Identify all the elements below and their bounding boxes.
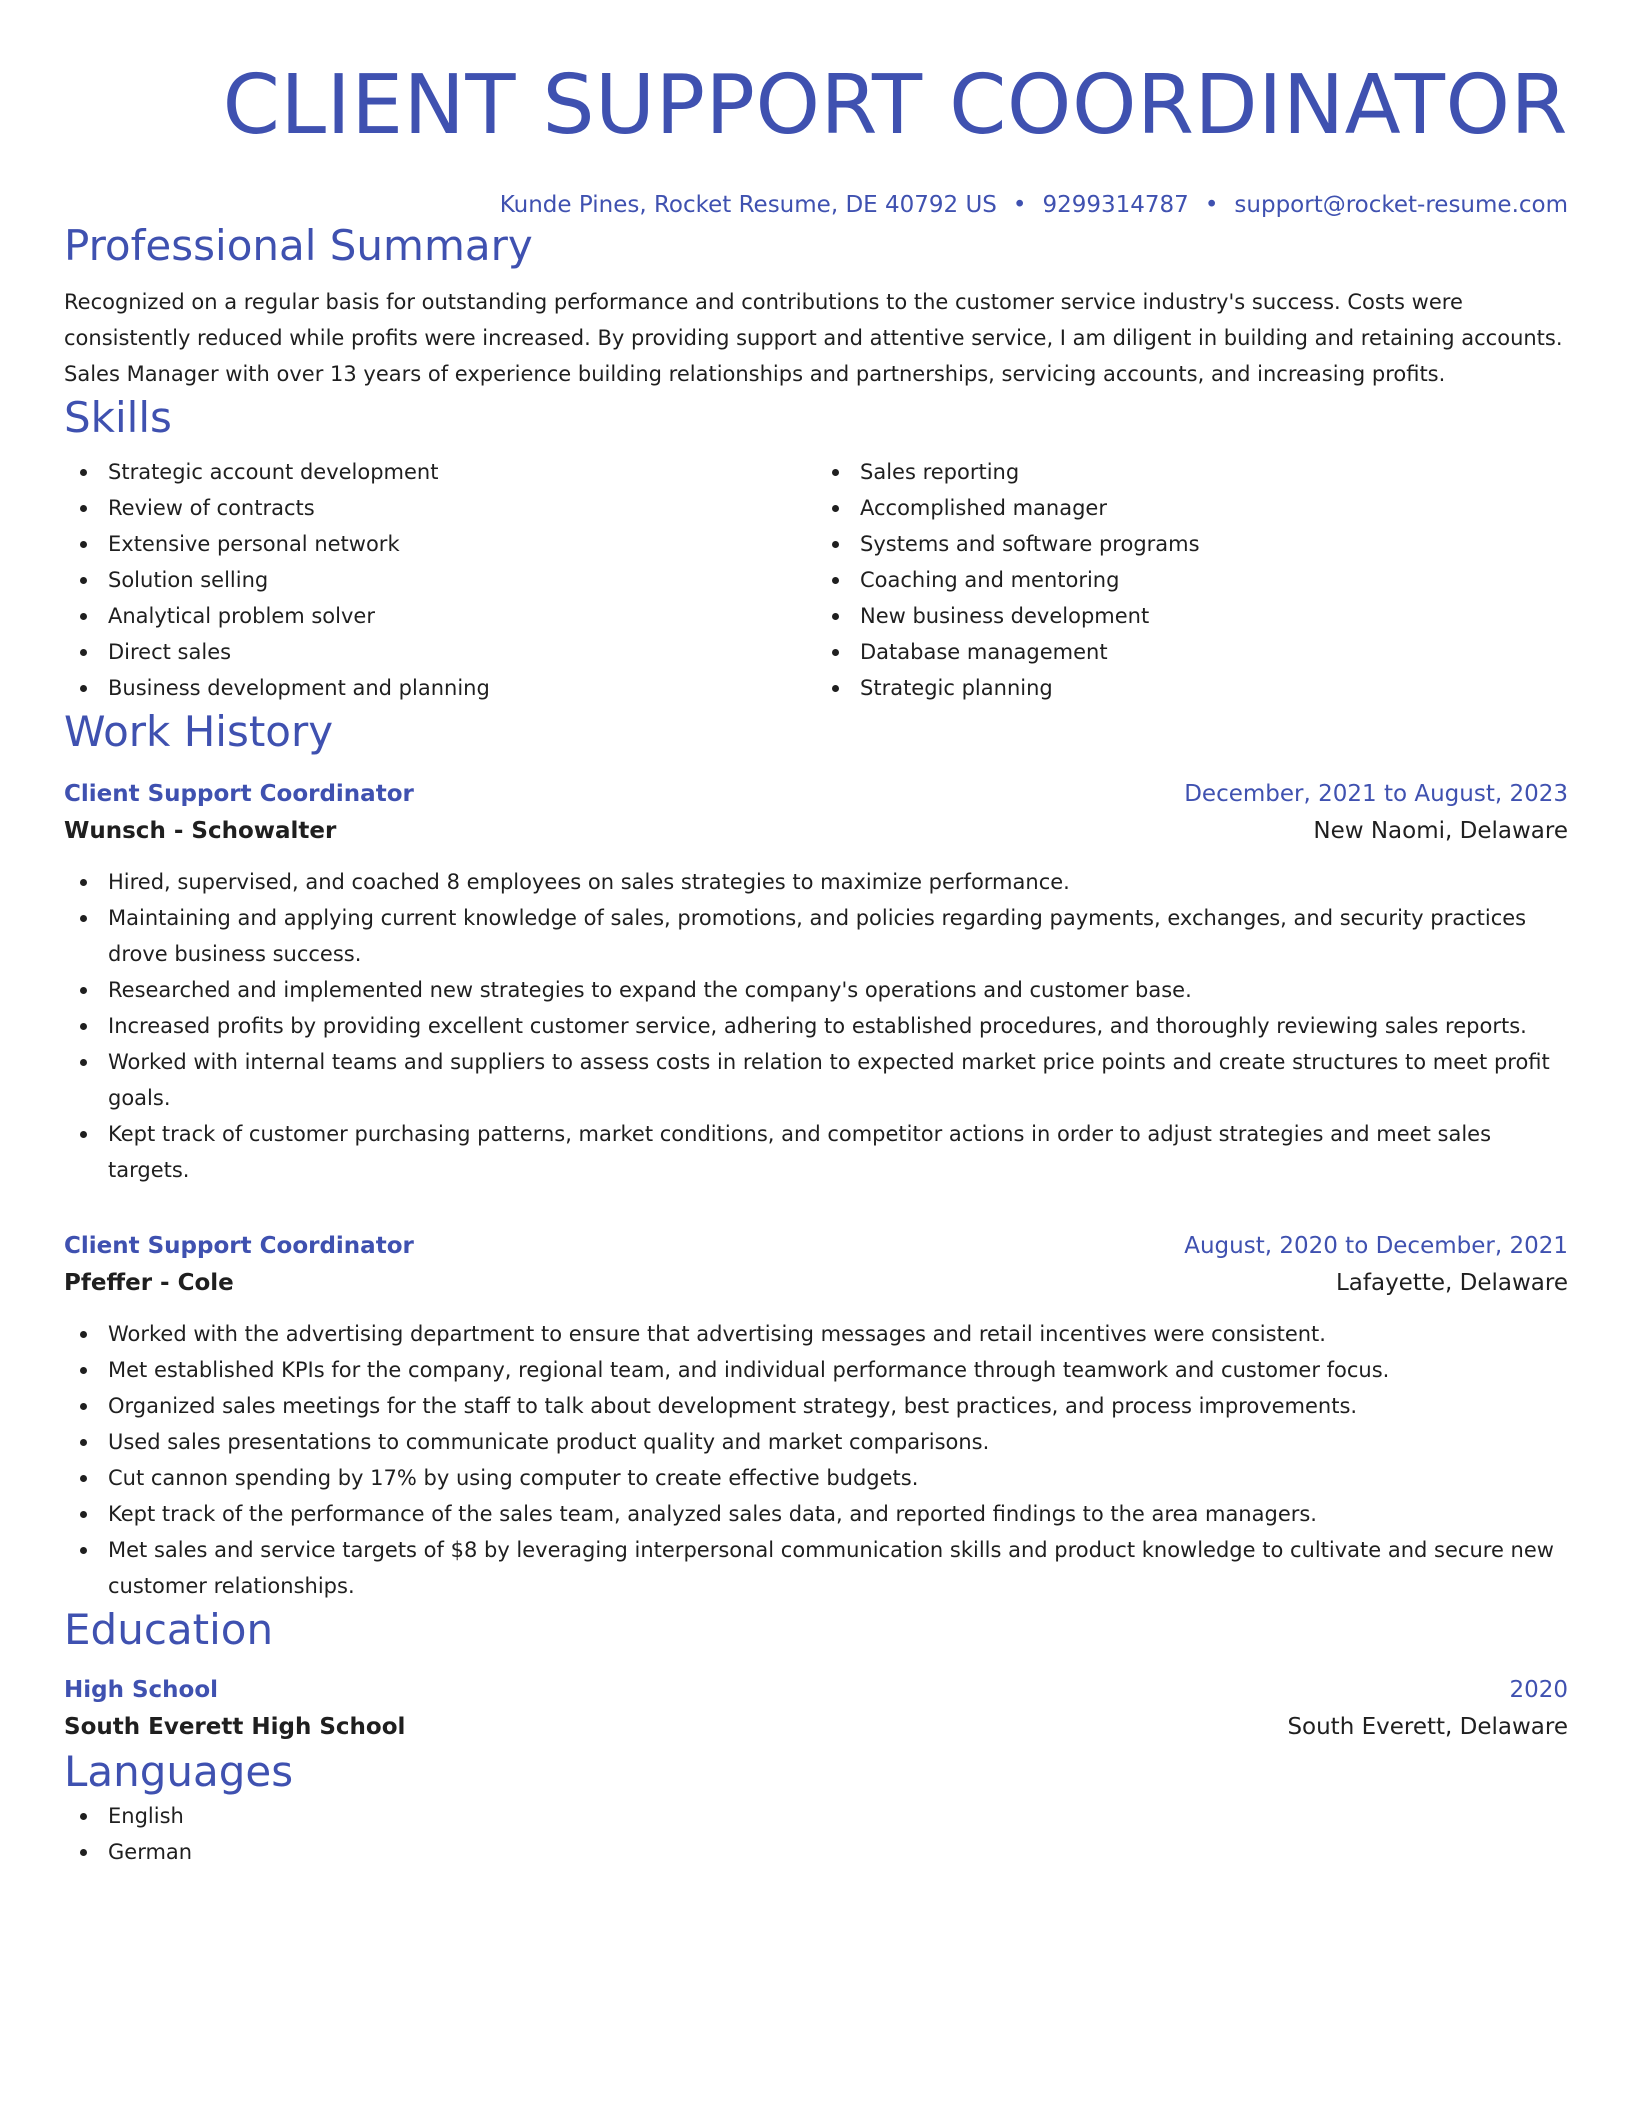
- section-title-languages: Languages: [64, 1747, 294, 1796]
- job-bullet: Cut cannon spending by 17% by using computer to create effective budgets.: [64, 1460, 1568, 1496]
- skills-list: [64, 454, 1568, 706]
- section-title-skills: Skills: [64, 393, 172, 442]
- contact-separator: •: [1204, 192, 1219, 218]
- section-title-education: Education: [64, 1605, 274, 1654]
- job-bullet: Kept track of customer purchasing patterns, market conditions, and competitor actions in order to adjust strategies and meet sales targets.: [64, 1116, 1568, 1188]
- education-school-row: [64, 1708, 1568, 1746]
- job-company-row: [64, 812, 1568, 850]
- skill-item: Strategic planning: [816, 670, 1568, 706]
- section-title-summary: Professional Summary: [64, 221, 533, 270]
- job-location: Lafayette, Delaware: [1335, 1270, 1568, 1296]
- skills-column-left: [64, 454, 816, 706]
- job-company: Wunsch - Schowalter: [64, 818, 337, 844]
- job-location: New Naomi, Delaware: [1313, 818, 1568, 844]
- job-header-row: [64, 776, 1568, 812]
- job-entry: [64, 1228, 1568, 1604]
- job-header-row: [64, 1228, 1568, 1264]
- job-bullets: [64, 864, 1568, 1188]
- education-year: 2020: [1509, 1677, 1568, 1703]
- job-dates: August, 2020 to December, 2021: [1184, 1233, 1568, 1259]
- skill-item: Coaching and mentoring: [816, 562, 1568, 598]
- skill-item: Accomplished manager: [816, 490, 1568, 526]
- job-bullet: Met sales and service targets of $8 by leveraging interpersonal communication skills and product knowledge to cultivate and secure new customer relationships.: [64, 1532, 1568, 1604]
- skill-item: Direct sales: [64, 634, 816, 670]
- contact-separator: •: [1012, 192, 1027, 218]
- skill-item: Sales reporting: [816, 454, 1568, 490]
- job-bullet: Hired, supervised, and coached 8 employees on sales strategies to maximize performance.: [64, 864, 1568, 900]
- job-entry: [64, 776, 1568, 1188]
- language-item: German: [64, 1834, 1568, 1870]
- job-bullet: Maintaining and applying current knowledge of sales, promotions, and policies regarding payments, exchanges, and security practices drove business success.: [64, 900, 1568, 972]
- job-bullet: Met established KPIs for the company, regional team, and individual performance through teamwork and customer focus.: [64, 1352, 1568, 1388]
- contact-address: Kunde Pines, Rocket Resume, DE 40792 US: [499, 192, 997, 218]
- skill-item: Business development and planning: [64, 670, 816, 706]
- job-company-row: [64, 1264, 1568, 1302]
- job-bullet: Organized sales meetings for the staff to talk about development strategy, best practices, and process improvements.: [64, 1388, 1568, 1424]
- job-title: Client Support Coordinator: [64, 1233, 414, 1259]
- summary-text: Recognized on a regular basis for outstanding performance and contributions to the customer service industry's success. Costs were consistently reduced while profits were increased. By providing support and attentive service, I am diligent in building and retaining accounts. Sales Manager with over 13 years of experience building relationships and partnerships, servicing accounts, and increasing profits.: [64, 290, 1563, 386]
- job-dates: December, 2021 to August, 2023: [1184, 781, 1568, 807]
- skill-item: Extensive personal network: [64, 526, 816, 562]
- skill-item: Analytical problem solver: [64, 598, 816, 634]
- education-school: South Everett High School: [64, 1714, 406, 1740]
- skill-item: New business development: [816, 598, 1568, 634]
- skill-item: Database management: [816, 634, 1568, 670]
- job-bullets: [64, 1316, 1568, 1604]
- contact-line: [64, 190, 1568, 220]
- skill-item: Systems and software programs: [816, 526, 1568, 562]
- section-title-work-history: Work History: [64, 707, 334, 756]
- languages-list: [64, 1798, 1568, 1870]
- language-item: English: [64, 1798, 1568, 1834]
- job-bullet: Worked with internal teams and suppliers to assess costs in relation to expected market price points and create structures to meet profit goals.: [64, 1044, 1568, 1116]
- education-entry: [64, 1672, 1568, 1746]
- skill-item: Strategic account development: [64, 454, 816, 490]
- skills-column-right: [816, 454, 1568, 706]
- job-company: Pfeffer - Cole: [64, 1270, 234, 1296]
- job-bullet: Worked with the advertising department to ensure that advertising messages and retail incentives were consistent.: [64, 1316, 1568, 1352]
- education-header-row: [64, 1672, 1568, 1708]
- job-bullet: Researched and implemented new strategies to expand the company's operations and customer base.: [64, 972, 1568, 1008]
- contact-phone: 9299314787: [1042, 192, 1189, 218]
- contact-email[interactable]: support@rocket-resume.com: [1234, 192, 1568, 218]
- skill-item: Solution selling: [64, 562, 816, 598]
- job-title: Client Support Coordinator: [64, 781, 414, 807]
- education-degree: High School: [64, 1677, 219, 1703]
- job-bullet: Increased profits by providing excellent customer service, adhering to established procedures, and thoroughly reviewing sales reports.: [64, 1008, 1568, 1044]
- job-bullet: Kept track of the performance of the sales team, analyzed sales data, and reported findings to the area managers.: [64, 1496, 1568, 1532]
- skill-item: Review of contracts: [64, 490, 816, 526]
- resume-header: [64, 0, 1568, 220]
- resume-name: CLIENT SUPPORT COORDINATOR: [222, 58, 1568, 153]
- job-bullet: Used sales presentations to communicate product quality and market comparisons.: [64, 1424, 1568, 1460]
- education-location: South Everett, Delaware: [1287, 1714, 1568, 1740]
